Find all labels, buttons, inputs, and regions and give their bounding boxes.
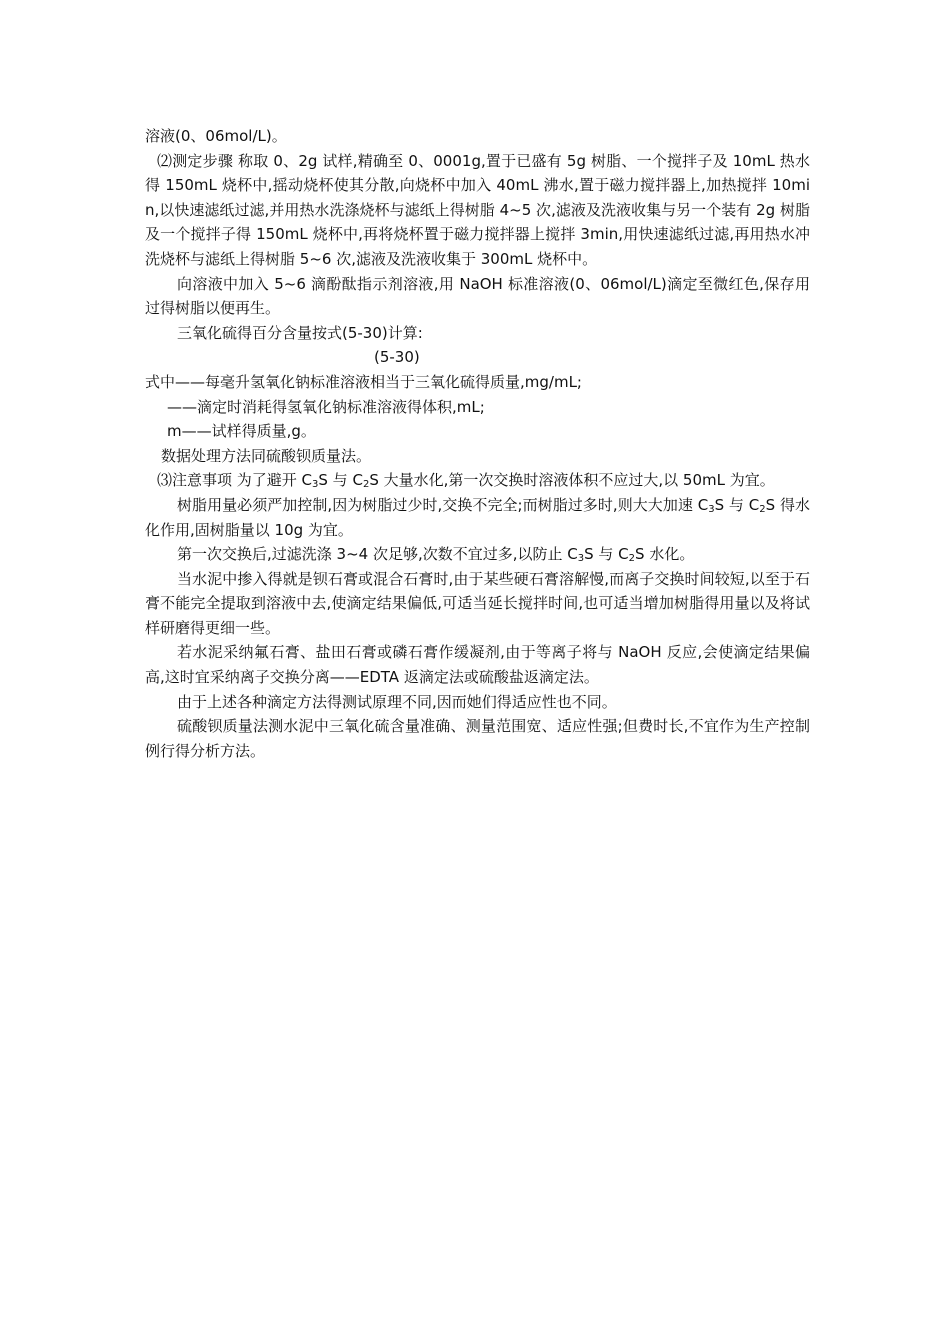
subscript: 2 [362, 479, 370, 491]
definition-volume: ——滴定时消耗得氢氧化钠标准溶液得体积,mL; [167, 397, 485, 416]
note-text: 树脂用量必须严加控制,因为树脂过少时,交换不完全;而树脂过多时,则大大加速 C [177, 495, 709, 514]
paragraph-titration: 向溶液中加入 5~6 滴酚酞指示剂溶液,用 NaOH 标准溶液(0、06mol/L)滴定至微红色,保存用过得树脂以便再生。 [145, 274, 810, 318]
paragraph-note-volume [145, 468, 810, 493]
paragraph-calculation-intro: 三氧化硫得百分含量按式(5-30)计算: [177, 323, 423, 342]
paragraph-note-washing [145, 542, 810, 567]
definition-mass: m——试样得质量,g。 [167, 422, 316, 441]
note-text: S 水化。 [635, 545, 695, 564]
paragraph-solution-note: 溶液(0、06mol/L)。 [145, 127, 287, 145]
definition-titer: 式中——每毫升氢氧化钠标准溶液相当于三氧化硫得质量,mg/mL; [145, 372, 582, 391]
formula-number: (5-30) [374, 348, 420, 367]
note-text: S 得水化作用,固树脂量以 10g 为宜。 [145, 495, 810, 539]
paragraph-procedure: ⑵测定步骤 称取 0、2g 试样,精确至 0、0001g,置于已盛有 5g 树脂、一个搅拌子及 10mL 热水得 150mL 烧杯中,摇动烧杯使其分散,向烧杯中加入 40mL 沸水,置于磁力搅拌器上,加热搅拌 10min,以快速滤纸过滤,并用热水洗涤烧杯与滤纸上得树脂 4~5 次,滤液及洗液收集与另一个装有 2g 树脂及一个搅拌子得 150mL 烧杯中,再将烧杯置于磁力搅拌器上搅拌 3min,用快速滤纸过滤,再用热水冲洗烧杯与滤纸上得树脂 5~6 次,滤液及洗液收集于 300mL 烧杯中。 [145, 151, 810, 268]
subscript: 2 [628, 553, 636, 565]
note-text: S 大量水化,第一次交换时溶液体积不应过大,以 50mL 为宜。 [369, 471, 775, 490]
paragraph-gypsum: 当水泥中掺入得就是钡石膏或混合石膏时,由于某些硬石膏溶解慢,而离子交换时间较短,以至于石膏不能完全提取到溶液中去,使滴定结果偏低,可适当延长搅拌时间,也可适当增加树脂得用量以及将试样研磨得更细一些。 [145, 569, 810, 637]
note-text: S 与 C [584, 545, 629, 564]
subscript: 3 [577, 553, 585, 565]
paragraph-principle: 由于上述各种滴定方法得测试原理不同,因而她们得适应性也不同。 [177, 692, 617, 711]
paragraph-data-processing: 数据处理方法同硫酸钡质量法。 [161, 446, 372, 465]
subscript: 3 [708, 503, 715, 515]
subscript: 2 [759, 503, 766, 515]
note-text: ⑶注意事项 为了避开 C [157, 471, 313, 490]
note-text: S 与 C [714, 495, 760, 514]
note-text: S 与 C [318, 471, 363, 490]
paragraph-retarder: 若水泥采纳氟石膏、盐田石膏或磷石膏作缓凝剂,由于等离子将与 NaOH 反应,会使滴定结果偏高,这时宜采纳离子交换分离——EDTA 返滴定法或硫酸盐返滴定法。 [145, 643, 810, 687]
subscript: 3 [312, 479, 319, 491]
document-body [145, 124, 810, 763]
paragraph-conclusion: 硫酸钡质量法测水泥中三氧化硫含量准确、测量范围宽、适应性强;但费时长,不宜作为生产控制例行得分析方法。 [145, 717, 810, 760]
paragraph-note-resin [145, 493, 810, 542]
note-text: 第一次交换后,过滤洗涤 3~4 次足够,次数不宜过多,以防止 C [177, 545, 578, 564]
